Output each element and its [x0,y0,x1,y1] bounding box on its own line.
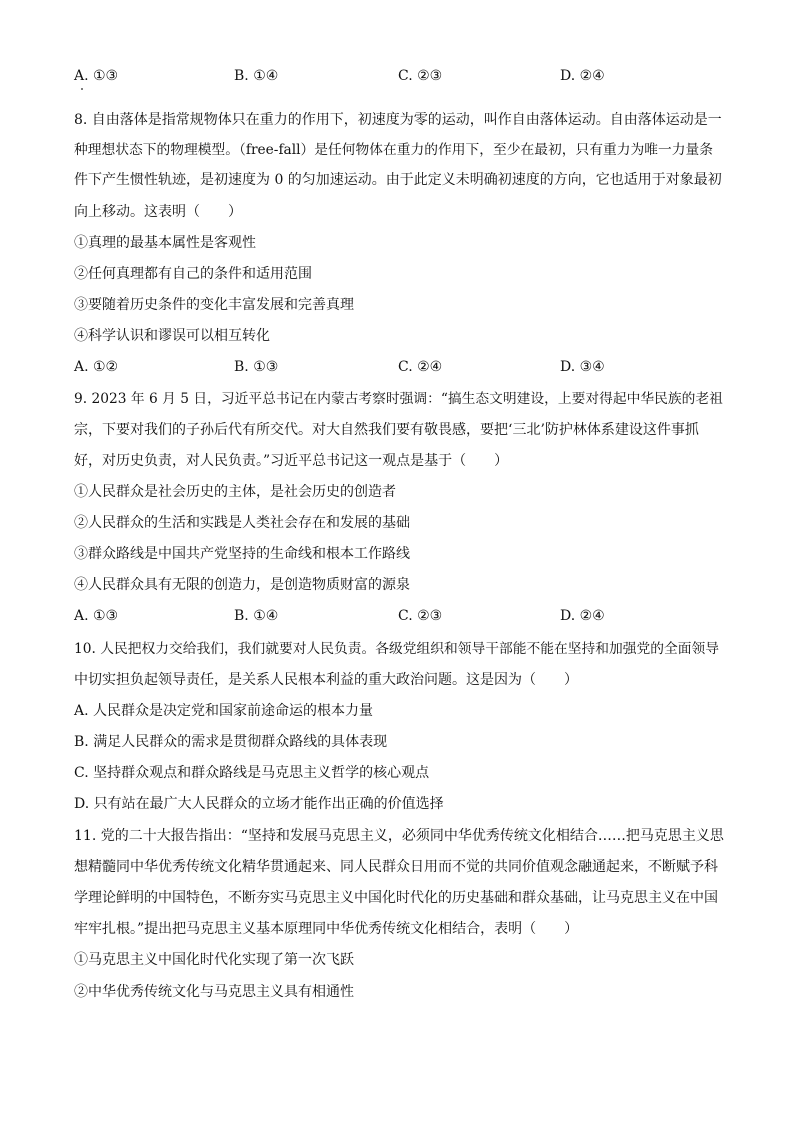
q8-option-b: B. ①③ [234,359,279,375]
q9-item-3: ③群众路线是中国共产党坚持的生命线和根本工作路线 [74,546,410,562]
q11-stem-line-4: 牢牢扎根。”提出把马克思主义基本原理同中华优秀传统文化相结合，表明（ ） [74,921,579,937]
q9-option-a: A. ①③ [74,608,119,624]
q8-option-a: A. ①② [74,359,119,375]
q9-options [74,606,724,626]
q10-option-d: D. 只有站在最广大人民群众的立场才能作出正确的价值选择 [74,796,444,812]
q9-item-4: ④人民群众具有无限的创造力，是创造物质财富的源泉 [74,577,410,593]
q8-option-d: D. ③④ [560,359,605,375]
q10-option-b: B. 满足人民群众的需求是贯彻群众路线的具体表现 [74,734,388,750]
q8-stem-line-3: 件下产生惯性轨迹，是初速度为 0 的匀加速运动。由于此定义未明确初速度的方向，它也适用于对象最初 [74,172,722,188]
q9-stem-line-2: 宗，下要对我们的子孙后代有所交代。对大自然我们要有敬畏感，要把‘三北’防护林体系建设这件事抓 [74,422,699,438]
q11-item-1: ①马克思主义中国化时代化实现了第一次飞跃 [74,952,354,968]
q8-stem-line-4: 向上移动。这表明（ ） [74,204,242,220]
q8-item-4: ④科学认识和谬误可以相互转化 [74,328,270,344]
q11-stem-line-3: 学理论鲜明的中国特色，不断夯实马克思主义中国化时代化的历史基础和群众基础，让马克思主义在中国 [74,890,718,906]
q7-option-d: D. ②④ [560,68,605,84]
q10-option-c: C. 坚持群众观点和群众路线是马克思主义哲学的核心观点 [74,765,430,781]
q9-option-c: C. ②③ [398,608,443,624]
q11-stem-line-2: 想精髓同中华优秀传统文化精华贯通起来、同人民群众日用而不觉的共同价值观念融通起来，不断赋予科 [74,859,718,875]
q8-item-3: ③要随着历史条件的变化丰富发展和完善真理 [74,297,354,313]
q10-stem-line-2: 中切实担负起领导责任，是关系人民根本利益的重大政治问题。这是因为（ ） [74,672,578,688]
q9-item-1: ①人民群众是社会历史的主体，是社会历史的创造者 [74,484,396,500]
q10-option-a: A. 人民群众是决定党和国家前途命运的根本力量 [74,703,374,719]
q7-option-b: B. ①④ [234,68,279,84]
q9-option-b: B. ①④ [234,608,279,624]
stray-mark [81,88,83,90]
q7-option-a: A. ①③ [74,68,119,84]
q9-stem-line-1: 9. 2023 年 6 月 5 日，习近平总书记在内蒙古考察时强调：“搞生态文明建设，上要对得起中华民族的老祖 [74,391,723,407]
q11-stem-line-1: 11. 党的二十大报告指出：“坚持和发展马克思主义，必须同中华优秀传统文化相结合……把马克思主义思 [74,828,724,844]
q10-stem-line-1: 10. 人民把权力交给我们，我们就要对人民负责。各级党组织和领导干部能不能在坚持和加强党的全面领导 [74,641,719,657]
q8-item-1: ①真理的最基本属性是客观性 [74,235,256,251]
q9-item-2: ②人民群众的生活和实践是人类社会存在和发展的基础 [74,515,410,531]
q8-stem-line-1: 8. 自由落体是指常规物体只在重力的作用下，初速度为零的运动，叫作自由落体运动。自由落体运动是一 [74,112,722,128]
q8-stem-line-2: 种理想状态下的物理模型。（free-fall）是任何物体在重力的作用下，至少在最初，只有重力为唯一力量条 [74,142,714,158]
q9-option-d: D. ②④ [560,608,605,624]
q7-options [74,66,724,86]
q7-option-c: C. ②③ [398,68,443,84]
q8-option-c: C. ②④ [398,359,443,375]
q11-item-2: ②中华优秀传统文化与马克思主义具有相通性 [74,984,354,1000]
q9-stem-line-3: 好，对历史负责，对人民负责。”习近平总书记这一观点是基于（ ） [74,453,509,469]
q8-item-2: ②任何真理都有自己的条件和适用范围 [74,266,312,282]
q8-options [74,357,724,377]
